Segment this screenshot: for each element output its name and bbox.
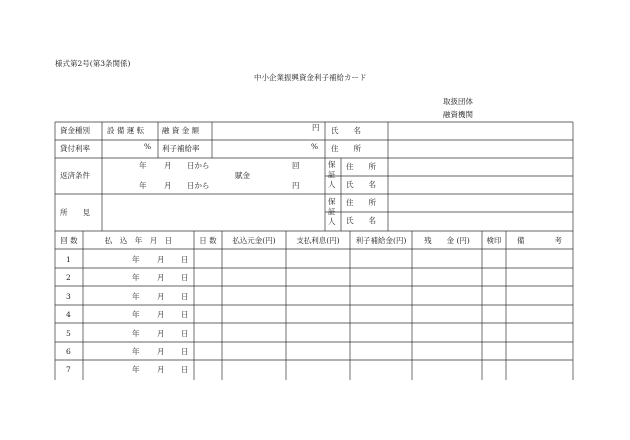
header-principal: 払込元金(円) <box>232 236 276 245</box>
org-label: 取扱団体 <box>443 97 473 106</box>
row-year: 年 <box>132 310 140 319</box>
installment-label: 賦金 <box>235 171 250 180</box>
loan-amount-yen: 円 <box>312 123 320 132</box>
repay-day-from-1: 日から <box>187 161 210 170</box>
repay-day-from-2: 日から <box>187 181 210 190</box>
row-year: 年 <box>132 273 140 282</box>
row-month: 月 <box>157 347 165 356</box>
guarantor-address-1: 住 所 <box>346 162 376 171</box>
row-number: 3 <box>66 292 71 301</box>
header-payment-date: 払 込 年 月 日 <box>104 236 173 245</box>
header-balance: 残 金 (円) <box>424 236 470 245</box>
subsidy-rate-percent: % <box>311 142 319 151</box>
header-subsidy: 利子補給金(円) <box>355 236 407 245</box>
row-year: 年 <box>132 255 140 264</box>
row-day: 日 <box>181 347 189 356</box>
header-interest: 支払利息(円) <box>296 236 340 245</box>
repay-month-1: 月 <box>164 161 172 170</box>
repay-year-2: 年 <box>139 181 147 190</box>
repayment-label: 返済条件 <box>60 171 90 180</box>
row-year: 年 <box>132 347 140 356</box>
row-number: 6 <box>66 347 71 356</box>
remarks-label: 所 見 <box>60 208 90 217</box>
address-label: 住 所 <box>331 144 361 153</box>
header-count: 回 数 <box>60 236 78 245</box>
row-number: 2 <box>66 273 71 282</box>
loan-rate-label: 貸付利率 <box>60 144 90 153</box>
row-month: 月 <box>157 292 165 301</box>
guarantor-address-2: 住 所 <box>346 198 376 207</box>
row-number: 5 <box>66 329 71 338</box>
repay-month-2: 月 <box>164 181 172 190</box>
guarantor-label-2: 保証人 <box>328 197 336 226</box>
row-day: 日 <box>181 365 189 374</box>
row-day: 日 <box>181 310 189 319</box>
fund-type-label: 資金種別 <box>60 126 90 135</box>
row-number: 7 <box>66 365 71 374</box>
row-month: 月 <box>157 255 165 264</box>
guarantor-label-1: 保証人 <box>328 160 336 189</box>
row-year: 年 <box>132 292 140 301</box>
repay-year-1: 年 <box>139 161 147 170</box>
guarantor-name-1: 氏 名 <box>346 180 376 189</box>
row-number: 4 <box>66 310 71 319</box>
row-month: 月 <box>157 329 165 338</box>
row-year: 年 <box>132 365 140 374</box>
header-remarks: 備 考 <box>517 236 562 245</box>
row-day: 日 <box>181 329 189 338</box>
name-label: 氏 名 <box>331 126 361 135</box>
guarantor-name-2: 氏 名 <box>346 216 376 225</box>
form-title: 中小企業振興資金利子補給カード <box>254 73 367 82</box>
fund-type-value: 設 備 運 転 <box>107 126 145 135</box>
header-days: 日 数 <box>199 236 217 245</box>
row-month: 月 <box>157 310 165 319</box>
loan-rate-percent: % <box>144 142 152 151</box>
form-number: 様式第2号(第3条関係) <box>55 59 131 68</box>
row-day: 日 <box>181 255 189 264</box>
row-day: 日 <box>181 273 189 282</box>
loan-amount-label: 融 資 金 額 <box>162 126 200 135</box>
subsidy-rate-label: 利子補給率 <box>162 144 200 153</box>
bank-label: 融資機関 <box>443 110 473 119</box>
row-month: 月 <box>157 365 165 374</box>
row-year: 年 <box>132 329 140 338</box>
header-seal: 検印 <box>486 236 502 245</box>
repay-yen: 円 <box>292 181 300 190</box>
repay-times: 回 <box>292 161 300 170</box>
row-month: 月 <box>157 273 165 282</box>
row-day: 日 <box>181 292 189 301</box>
row-number: 1 <box>66 255 71 264</box>
